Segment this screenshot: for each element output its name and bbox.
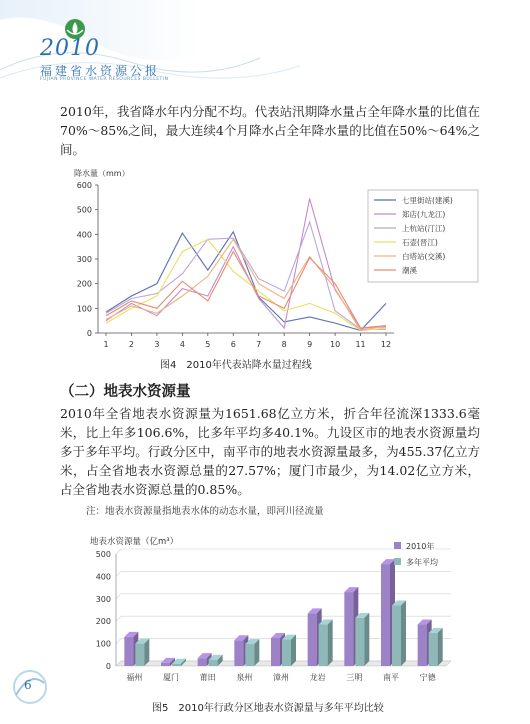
- legend-label: 2010年: [406, 542, 435, 551]
- y-tick-label: 300: [76, 255, 92, 264]
- header-title-en: FUJIAN PROVINCE WATER RESOURCES BULLETIN: [40, 77, 169, 82]
- figure4-caption: 图4 2010年代表站降水量过程线: [160, 360, 312, 371]
- x-tick-label: 12: [380, 340, 392, 349]
- bar-side: [364, 613, 369, 666]
- series-line: [106, 222, 386, 329]
- paragraph-surface-water: 2010年全省地表水资源量为1651.68亿立方米，折合年径流深1333.6毫米，比上年多106.6%，比多年平均多40.1%。九设区市的地表水资源量均多于多年平均。行政分区中，南平市的地表水资源量最多，为455.37亿立方米，占全省地表水资源总量的27.57%；厦门市最少，为14.02亿立方米，占全省地表水资源总量的0.85%。: [60, 406, 480, 497]
- bar: [429, 633, 438, 666]
- x-tick-label: 三明: [346, 673, 363, 682]
- figure5-caption: 图5 2010年行政分区地表水资源量与多年平均比较: [152, 703, 384, 714]
- section-heading: （二）地表水资源量: [60, 384, 191, 400]
- legend-label: 郑店(九龙江): [402, 210, 446, 219]
- x-tick-label: 南平: [383, 673, 399, 682]
- note-text: 注：地表水资源量指地表水体的动态水量，即河川径流量: [86, 506, 324, 517]
- x-tick-label: 4: [179, 340, 185, 349]
- header-year: 2010: [40, 36, 100, 61]
- x-tick-label: 8: [281, 340, 287, 349]
- y-tick-label: 600: [76, 181, 92, 190]
- bar-side: [438, 628, 443, 666]
- bulletin-logo: [34, 24, 174, 84]
- header-title-cn: 福建省水资源公报: [40, 64, 161, 78]
- y-tick-label: 500: [76, 205, 92, 215]
- page-header: [0, 0, 530, 90]
- y-tick-label: 100: [95, 639, 111, 649]
- y-tick-label: 100: [76, 304, 92, 314]
- bar-side: [328, 620, 333, 666]
- paragraph-precipitation-distribution: 2010年，我省降水年内分配不均。代表站汛期降水量占全年降水量的比值在70%～85%之间，最大连续4个月降水占全年降水量的比值在50%～64%之间。: [60, 104, 480, 157]
- figure5-bar-chart: [76, 526, 476, 696]
- bar: [209, 660, 218, 666]
- x-tick-label: 1: [103, 340, 109, 349]
- bar: [172, 664, 181, 666]
- x-tick-label: 福州: [126, 673, 143, 682]
- page-number-badge: [10, 665, 50, 709]
- legend-label: 多年平均: [406, 558, 438, 567]
- bar: [234, 640, 243, 666]
- x-tick-label: 6: [230, 340, 236, 349]
- bar: [392, 606, 401, 666]
- y-tick-label: 0: [86, 329, 92, 338]
- bar: [161, 663, 170, 666]
- y-tick-label: 400: [76, 230, 92, 240]
- figure4-line-chart: [56, 160, 526, 360]
- legend-label: 白塔站(交溪): [402, 252, 446, 261]
- legend-swatch: [394, 542, 401, 549]
- x-tick-label: 2: [128, 340, 135, 349]
- grid-side-line: [116, 549, 121, 554]
- y-tick-label: 400: [95, 572, 111, 582]
- y-axis-label: 降水量（mm）: [74, 169, 130, 178]
- x-tick-label: 龙岩: [309, 673, 326, 682]
- legend-swatch: [394, 558, 401, 565]
- x-tick-label: 3: [154, 340, 160, 349]
- bar: [418, 625, 427, 666]
- x-tick-label: 11: [355, 340, 366, 349]
- grid-side-line: [116, 616, 121, 621]
- bar: [344, 592, 353, 666]
- grid-side-line: [116, 639, 121, 644]
- x-tick-label: 厦门: [163, 673, 179, 682]
- y-tick-label: 200: [76, 279, 92, 289]
- legend-label: 潮溪: [402, 266, 417, 275]
- x-tick-label: 漳州: [273, 673, 289, 682]
- bar: [271, 638, 280, 666]
- bar: [124, 637, 133, 666]
- x-tick-label: 9: [307, 340, 313, 349]
- x-tick-label: 宁德: [419, 673, 436, 682]
- x-tick-label: 7: [256, 340, 262, 349]
- bar-side: [291, 635, 296, 666]
- bar: [308, 613, 317, 666]
- bar: [319, 625, 328, 666]
- bar: [245, 644, 254, 666]
- legend-label: 上杭站(汀江): [402, 224, 446, 233]
- y-axis-label: 地表水资源量（亿m³）: [90, 537, 179, 547]
- bar-side: [401, 601, 406, 666]
- bar: [381, 564, 390, 666]
- legend-label: 七里街站(建溪): [402, 196, 453, 205]
- legend-label: 石壶(晋江): [402, 238, 438, 247]
- y-tick-label: 500: [95, 550, 111, 559]
- bar: [355, 618, 364, 666]
- bar: [198, 658, 207, 666]
- y-tick-label: 0: [105, 662, 111, 671]
- bar: [282, 640, 291, 666]
- page-number: 6: [24, 678, 32, 692]
- x-tick-label: 5: [205, 340, 211, 349]
- x-tick-label: 10: [329, 340, 341, 349]
- grid-side-line: [116, 594, 121, 599]
- x-tick-label: 泉州: [236, 673, 253, 682]
- x-tick-label: 莆田: [199, 673, 216, 682]
- y-tick-label: 300: [95, 594, 111, 604]
- bar: [135, 644, 144, 666]
- y-tick-label: 200: [95, 617, 111, 627]
- grid-side-line: [116, 571, 121, 576]
